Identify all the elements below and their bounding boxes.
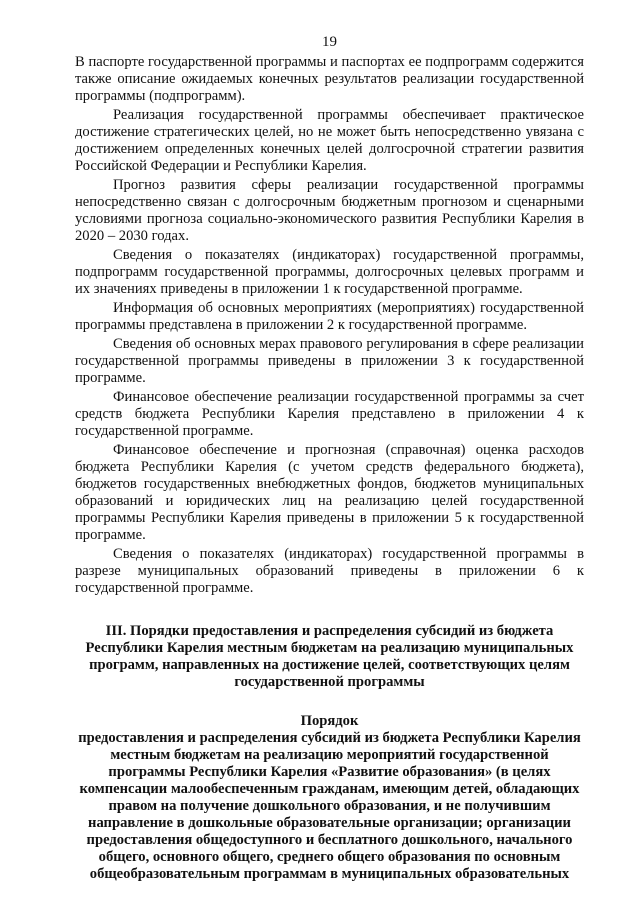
document-title: Порядок (300, 713, 359, 729)
paragraph: Реализация государственной программы обеспечивает практическое достижение стратегических целей, но не может быть непосредственно увязана с достижением определенных конечных целей долгосрочной стратегии развития Российской Федерации и Республики Карелия. (75, 107, 584, 174)
paragraph: Прогноз развития сферы реализации государственной программы непосредственно связан с долгосрочным бюджетным прогнозом и сценарными условиями прогноза социально-экономического развития Республики Карелия в 2020 – 2030 годах. (75, 177, 584, 244)
paragraph: Сведения о показателях (индикаторах) государственной программы в разрезе муниципальных образований приведены в приложении 6 к государственной программе. (75, 546, 584, 596)
paragraph: Финансовое обеспечение реализации государственной программы за счет средств бюджета Республики Карелия представлено в приложении 4 к государственной программе. (75, 389, 584, 439)
section-heading: III. Порядки предоставления и распределения субсидий из бюджета Республики Карелия местным бюджетам на реализацию муниципальных программ, направленных на достижение целей, соответствующих целям государственной программы (85, 623, 574, 690)
page-number: 19 (322, 34, 337, 50)
document-subtitle: предоставления и распределения субсидий из бюджета Республики Карелия местным бюджетам на реализацию мероприятий государственной программы Республики Карелия «Развитие образования» (в целях компенсации малообеспеченным гражданам, имеющим детей, обладающих правом на получение дошкольного образования, и не получившим направление в дошкольные образовательные организации; организации предоставления общедоступного и бесплатного дошкольного, начального общего, основного общего, среднего общего образования по основным общеобразовательным программам в муниципальных образовательных (78, 730, 581, 882)
paragraph: Финансовое обеспечение и прогнозная (справочная) оценка расходов бюджета Республики Карелия (с учетом средств федерального бюджета), бюджетов государственных внебюджетных фондов, бюджетов муниципальных образований и юридических лиц на реализацию целей государственной программы Республики Карелия приведены в приложении 5 к государственной программе. (75, 442, 584, 543)
paragraph: Сведения о показателях (индикаторах) государственной программы, подпрограмм государственной программы, долгосрочных целевых программ и их значениях приведены в приложении 1 к государственной программе. (75, 247, 584, 297)
body-text (75, 54, 584, 597)
paragraph: В паспорте государственной программы и паспортах ее подпрограмм содержится также описание ожидаемых конечных результатов реализации государственной программы (подпрограмм). (75, 54, 584, 104)
paragraph: Сведения об основных мерах правового регулирования в сфере реализации государственной программы приведены в приложении 3 к государственной программе. (75, 336, 584, 386)
paragraph: Информация об основных мероприятиях (мероприятиях) государственной программы представлена в приложении 2 к государственной программе. (75, 300, 584, 333)
